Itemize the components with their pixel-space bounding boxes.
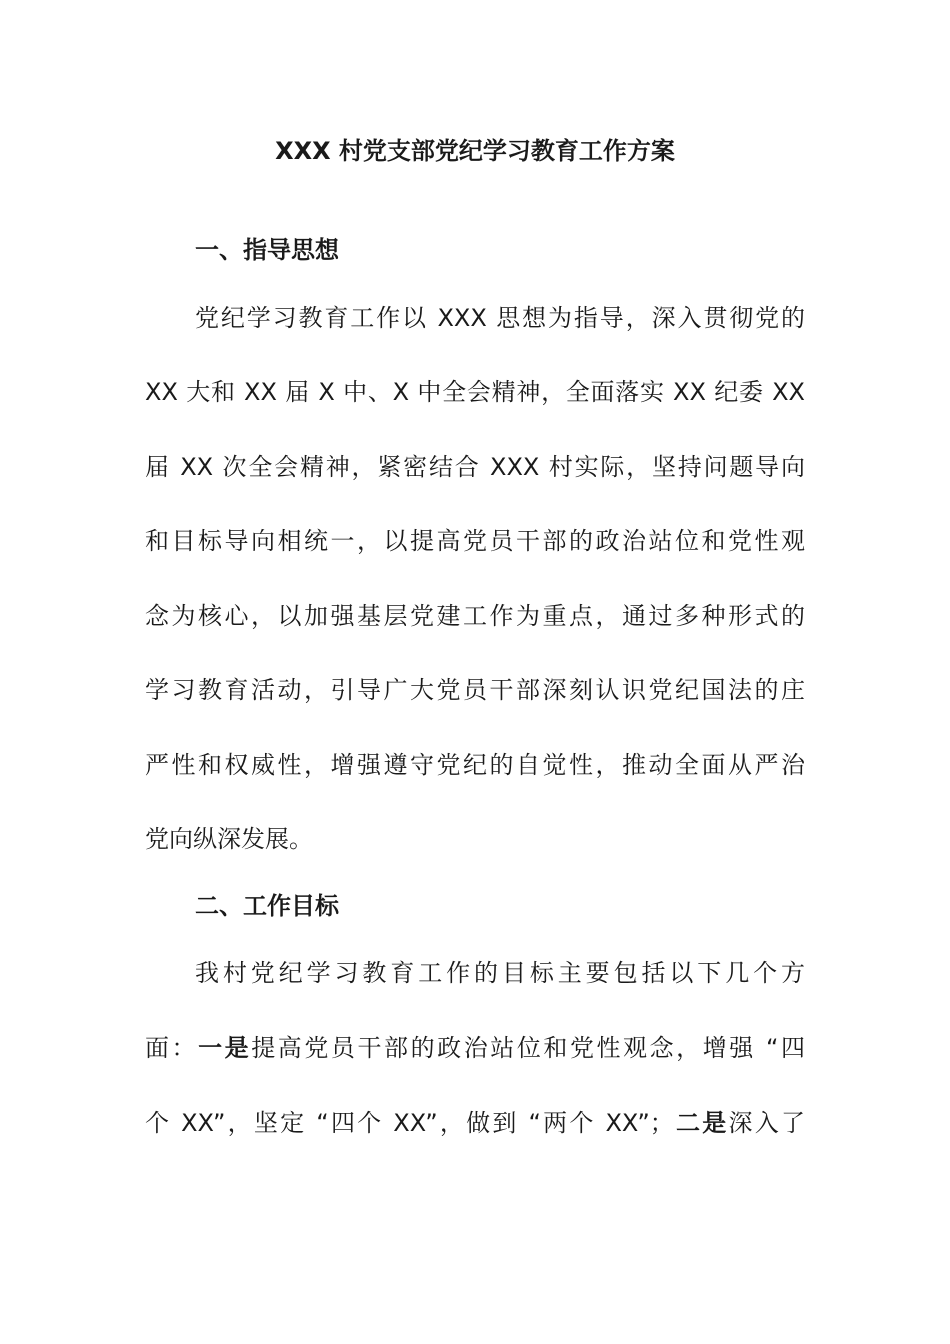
paragraph-line: 届 XX 次全会精神，紧密结合 XXX 村实际，坚持问题导向 — [145, 453, 805, 481]
paragraph-line: 我村党纪学习教育工作的目标主要包括以下几个方 — [195, 959, 805, 987]
section-heading-guiding-ideology: 一、指导思想 — [195, 236, 339, 264]
paragraph-line: 党纪学习教育工作以 XXX 思想为指导，深入贯彻党的 — [195, 304, 805, 332]
paragraph-line — [145, 1028, 805, 1068]
section-heading-work-goals: 二、工作目标 — [195, 892, 339, 920]
bold-marker: 二是 — [673, 1109, 729, 1137]
paragraph-line: 党向纵深发展。 — [145, 825, 313, 853]
document-title: XXX 村党支部党纪学习教育工作方案 — [275, 137, 675, 165]
paragraph-line: 学习教育活动，引导广大党员干部深刻认识党纪国法的庄 — [145, 676, 805, 704]
paragraph-line: XX 大和 XX 届 X 中、X 中全会精神，全面落实 XX 纪委 XX — [145, 378, 805, 406]
text-segment: 个 XX”，坚定 “四个 XX”，做到 “两个 XX”； — [145, 1109, 674, 1137]
paragraph-line — [145, 1103, 805, 1143]
paragraph-line: 和目标导向相统一，以提高党员干部的政治站位和党性观 — [145, 527, 805, 555]
text-segment: 提高党员干部的政治站位和党性观念，增强 “四 — [251, 1034, 806, 1062]
bold-marker: 一是 — [198, 1034, 252, 1062]
paragraph-line: 念为核心，以加强基层党建工作为重点，通过多种形式的 — [145, 602, 805, 630]
text-segment: 深入了 — [728, 1109, 806, 1137]
paragraph-line: 严性和权威性，增强遵守党纪的自觉性，推动全面从严治 — [145, 751, 805, 779]
text-segment: 面： — [145, 1034, 199, 1062]
